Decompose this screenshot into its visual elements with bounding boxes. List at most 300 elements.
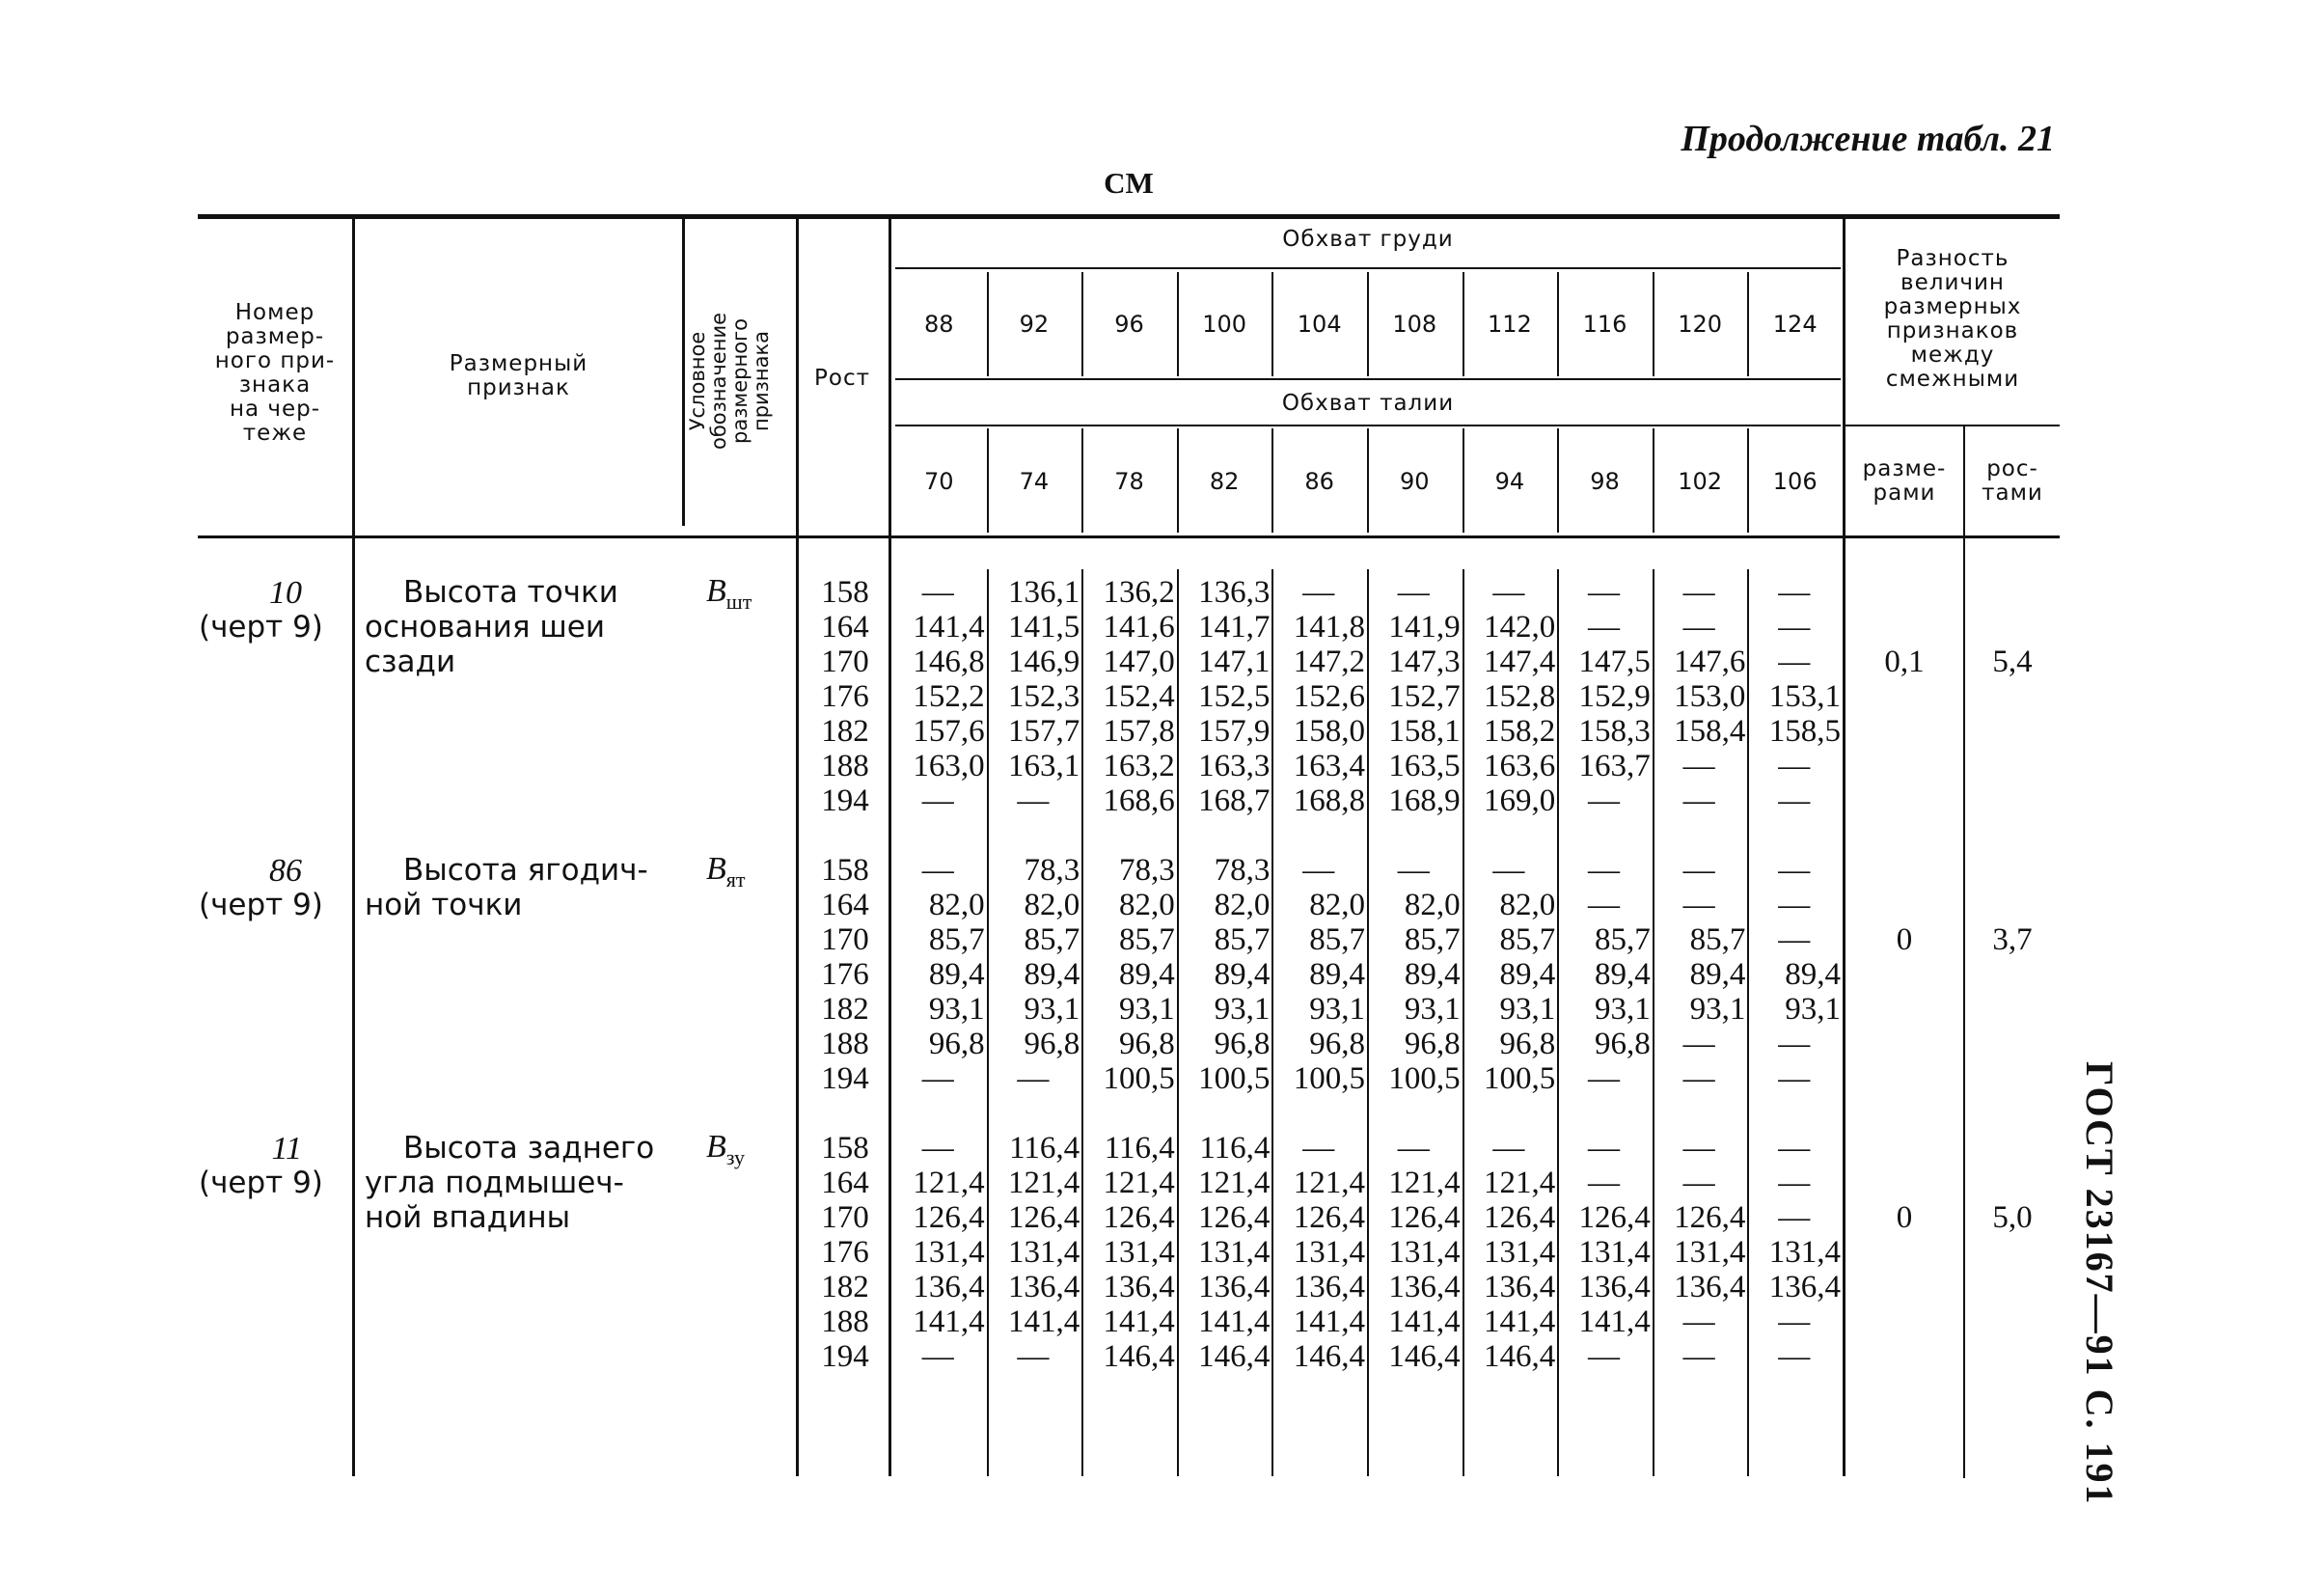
table-cell: 131,4 <box>913 1235 985 1270</box>
table-cell: 93,1 <box>1119 992 1175 1027</box>
table-cell: — <box>1682 853 1715 888</box>
row-feature-line: угла подмышеч- <box>365 1166 624 1200</box>
table-cell: 89,4 <box>1595 957 1651 992</box>
row-code <box>706 573 752 615</box>
row-diff-sizes: 0 <box>1896 922 1913 957</box>
header-diff-line: размерных <box>1883 294 2022 319</box>
table-cell: 146,4 <box>1103 1339 1175 1374</box>
row-number: 86 <box>269 853 302 889</box>
table-cell: 146,4 <box>1388 1339 1461 1374</box>
chest-value: 116 <box>1582 311 1627 338</box>
table-cell: 146,4 <box>1293 1339 1365 1374</box>
header-feature-line: Размерный <box>449 351 588 376</box>
table-cell: 136,4 <box>1768 1270 1841 1304</box>
header-growth: Рост <box>814 366 870 391</box>
row-feature-line: Высота точки <box>403 575 618 610</box>
row-code-main: В <box>706 1129 726 1165</box>
table-cell: 147,4 <box>1483 645 1556 679</box>
header-code <box>687 241 772 521</box>
table-cell: 89,4 <box>1404 957 1461 992</box>
header-diff-line: смежными <box>1885 367 2020 392</box>
table-cell: 126,4 <box>1578 1200 1651 1235</box>
header-diff-sizes-line: разме- <box>1862 456 1947 481</box>
table-cell: — <box>1587 610 1620 645</box>
table-cell: 158,4 <box>1674 714 1746 749</box>
table-cell: 96,8 <box>1404 1027 1461 1061</box>
table-cell: 163,2 <box>1103 749 1175 783</box>
table-cell: — <box>921 783 954 818</box>
table-cell: 126,4 <box>1007 1200 1080 1235</box>
row-feature-line: ной впадины <box>365 1200 571 1235</box>
table-cell: 147,2 <box>1293 645 1365 679</box>
row-growth: 194 <box>821 1061 869 1096</box>
table-cell: — <box>1587 1339 1620 1374</box>
table-cell: 136,4 <box>1483 1270 1556 1304</box>
table-cell: 85,7 <box>1024 922 1080 957</box>
table-cell: 121,4 <box>1007 1166 1080 1200</box>
table-cell: 163,6 <box>1483 749 1556 783</box>
table-cell: 136,4 <box>1103 1270 1175 1304</box>
row-growth: 158 <box>821 853 869 888</box>
table-cell: 158,1 <box>1388 714 1461 749</box>
table-cell: 163,0 <box>913 749 985 783</box>
table-cell: 126,4 <box>1293 1200 1365 1235</box>
row-diff-growths: 3,7 <box>1992 922 2033 957</box>
table-cell: 168,9 <box>1388 783 1461 818</box>
header-diff-line: между <box>1910 343 1995 368</box>
table-cell: 126,4 <box>1198 1200 1271 1235</box>
table-cell: 93,1 <box>1689 992 1746 1027</box>
table-cell: 100,5 <box>1388 1061 1461 1096</box>
table-cell: 121,4 <box>1388 1166 1461 1200</box>
table-cell: 100,5 <box>1103 1061 1175 1096</box>
waist-value: 98 <box>1590 468 1620 495</box>
header-code-line: Условное <box>686 331 709 431</box>
table-cell: 131,4 <box>1674 1235 1746 1270</box>
table-cell: 96,8 <box>1309 1027 1365 1061</box>
table-cell: 141,4 <box>1293 1304 1365 1339</box>
table-cell: — <box>1778 888 1811 922</box>
waist-value: 82 <box>1209 468 1240 495</box>
row-feature-line: Высота ягодич- <box>403 853 648 888</box>
table-cell: 131,4 <box>1483 1235 1556 1270</box>
table-cell: 116,4 <box>1104 1131 1175 1166</box>
table-cell: 146,9 <box>1007 645 1080 679</box>
table-cell: 152,6 <box>1293 679 1365 714</box>
table-cell: 141,4 <box>913 1304 985 1339</box>
table-cell: 141,9 <box>1388 610 1461 645</box>
waist-value: 106 <box>1772 468 1818 495</box>
header-diff-growths-line: тами <box>1982 480 2043 506</box>
table-cell: 168,8 <box>1293 783 1365 818</box>
table-cell: 141,4 <box>913 610 985 645</box>
table-cell: 131,4 <box>1293 1235 1365 1270</box>
table-cell: — <box>1302 1131 1335 1166</box>
table-cell: 93,1 <box>928 992 985 1027</box>
table-cell: 126,4 <box>1388 1200 1461 1235</box>
table-cell: 126,4 <box>1483 1200 1556 1235</box>
table-cell: — <box>1682 1131 1715 1166</box>
header-number-line: на чер- <box>229 397 321 422</box>
table-cell: 136,4 <box>1388 1270 1461 1304</box>
table-cell: 131,4 <box>1007 1235 1080 1270</box>
row-ref: (черт 9) <box>199 610 323 645</box>
waist-value: 74 <box>1019 468 1050 495</box>
table-cell: 157,7 <box>1007 714 1080 749</box>
table-cell: 168,6 <box>1103 783 1175 818</box>
table-cell: 85,7 <box>1689 922 1746 957</box>
table-cell: 78,3 <box>1119 853 1175 888</box>
header-diff <box>1846 247 2060 392</box>
table-cell: 158,0 <box>1293 714 1365 749</box>
header-code-line: признака <box>750 330 773 432</box>
table-cell: 85,7 <box>928 922 985 957</box>
vline-number <box>352 217 355 1476</box>
row-growth: 158 <box>821 575 869 610</box>
table-cell: — <box>1778 1131 1811 1166</box>
header-number-line: теже <box>242 421 308 446</box>
table-cell: 93,1 <box>1024 992 1080 1027</box>
header-code-line: размерного <box>728 318 752 444</box>
table-cell: — <box>1682 1061 1715 1096</box>
table-cell: 136,1 <box>1007 575 1080 610</box>
table-cell: — <box>1778 922 1811 957</box>
table-cell: 85,7 <box>1119 922 1175 957</box>
row-code-sub: ят <box>725 866 746 892</box>
table-cell: — <box>1587 1131 1620 1166</box>
row-growth: 176 <box>821 957 869 992</box>
table-cell: 147,0 <box>1103 645 1175 679</box>
table-cell: — <box>1682 783 1715 818</box>
row-code-main: В <box>706 851 726 887</box>
row-growth: 164 <box>821 610 869 645</box>
table-cell: 146,8 <box>913 645 985 679</box>
table-cell: — <box>1778 1339 1811 1374</box>
table-cell: — <box>1302 853 1335 888</box>
table-cell: — <box>1778 1200 1811 1235</box>
table-cell: — <box>1302 575 1335 610</box>
table-cell: 96,8 <box>1024 1027 1080 1061</box>
table-cell: 82,0 <box>1499 888 1556 922</box>
header-diff-sizes <box>1846 457 1963 506</box>
chest-value: 120 <box>1678 311 1722 338</box>
table-cell: 131,4 <box>1578 1235 1651 1270</box>
row-feature-line: Высота заднего <box>403 1131 655 1166</box>
table-cell: — <box>1492 1131 1525 1166</box>
table-cell: 85,7 <box>1214 922 1271 957</box>
chest-value: 108 <box>1392 311 1437 338</box>
waist-value: 94 <box>1494 468 1525 495</box>
table-cell: 136,4 <box>1578 1270 1651 1304</box>
row-code-main: В <box>706 573 726 609</box>
table-cell: — <box>1587 888 1620 922</box>
table-cell: — <box>921 1339 954 1374</box>
header-diff-growths <box>1965 457 2060 506</box>
header-feature-line: признак <box>467 375 570 400</box>
table-cell: 141,4 <box>1007 1304 1080 1339</box>
table-cell: 152,4 <box>1103 679 1175 714</box>
chest-value: 92 <box>1019 311 1050 338</box>
table-cell: 85,7 <box>1595 922 1651 957</box>
table-cell: — <box>1492 853 1525 888</box>
table-cell: 142,0 <box>1483 610 1556 645</box>
header-bottom-rule <box>198 535 2060 538</box>
table-cell: — <box>1778 610 1811 645</box>
header-number-line: знака <box>238 372 312 398</box>
table-cell: 153,1 <box>1768 679 1841 714</box>
table-cell: — <box>1778 1027 1811 1061</box>
table-cell: 163,3 <box>1198 749 1271 783</box>
table-cell: 147,1 <box>1198 645 1271 679</box>
table-cell: 89,4 <box>1689 957 1746 992</box>
table-cell: 78,3 <box>1214 853 1271 888</box>
row-code-sub: зу <box>725 1144 746 1169</box>
row-diff-growths: 5,0 <box>1992 1200 2033 1235</box>
table-cell: 116,4 <box>1199 1131 1271 1166</box>
table-cell: — <box>921 1061 954 1096</box>
table-cell: 121,4 <box>913 1166 985 1200</box>
table-cell: 96,8 <box>1119 1027 1175 1061</box>
table-cell: 96,8 <box>928 1027 985 1061</box>
table-cell: 96,8 <box>1214 1027 1271 1061</box>
table-cell: 141,4 <box>1578 1304 1651 1339</box>
row-code <box>706 851 746 892</box>
row-growth: 170 <box>821 1200 869 1235</box>
vline-feature <box>682 217 685 526</box>
table-cell: — <box>1778 1061 1811 1096</box>
table-cell: 157,8 <box>1103 714 1175 749</box>
header-diff-line: Разность <box>1896 246 2010 271</box>
row-growth: 182 <box>821 714 869 749</box>
waist-value: 90 <box>1400 468 1430 495</box>
table-cell: — <box>1397 575 1430 610</box>
table-cell: 146,4 <box>1198 1339 1271 1374</box>
diff-split-rule <box>1846 425 2060 426</box>
table-cell: 93,1 <box>1214 992 1271 1027</box>
waist-label-rule-bottom <box>895 425 1841 426</box>
table-cell: — <box>1017 783 1050 818</box>
table-cell: — <box>1587 783 1620 818</box>
table-cell: — <box>1682 1304 1715 1339</box>
table-cell: 82,0 <box>1024 888 1080 922</box>
table-cell: 85,7 <box>1499 922 1556 957</box>
table-cell: 93,1 <box>1785 992 1841 1027</box>
unit-label: СМ <box>1104 166 1154 200</box>
table-cell: 158,5 <box>1768 714 1841 749</box>
row-feature-line: ной точки <box>365 888 523 922</box>
row-ref: (черт 9) <box>199 1166 323 1200</box>
table-cell: 89,4 <box>928 957 985 992</box>
table-cell: 136,4 <box>1007 1270 1080 1304</box>
table-cell: — <box>1682 1339 1715 1374</box>
table-cell: 147,3 <box>1388 645 1461 679</box>
chest-value: 104 <box>1297 311 1342 338</box>
table-cell: — <box>1492 575 1525 610</box>
table-cell: — <box>1397 1131 1430 1166</box>
table-cell: 152,3 <box>1007 679 1080 714</box>
row-growth: 194 <box>821 783 869 818</box>
row-diff-growths: 5,4 <box>1992 645 2033 679</box>
vline-diff <box>1843 217 1846 1476</box>
table-cell: — <box>1397 853 1430 888</box>
table-cell: 131,4 <box>1768 1235 1841 1270</box>
table-cell: 141,4 <box>1103 1304 1175 1339</box>
table-cell: — <box>1778 853 1811 888</box>
table-cell: — <box>921 853 954 888</box>
table-cell: 141,7 <box>1198 610 1271 645</box>
row-feature-line: основания шеи <box>365 610 606 645</box>
table-cell: 100,5 <box>1198 1061 1271 1096</box>
header-diff-line: признаков <box>1886 318 2019 343</box>
table-cell: 141,4 <box>1483 1304 1556 1339</box>
table-cell: 131,4 <box>1198 1235 1271 1270</box>
table-cell: 89,4 <box>1214 957 1271 992</box>
table-cell: 126,4 <box>1103 1200 1175 1235</box>
table-cell: — <box>1778 645 1811 679</box>
table-cell: 141,6 <box>1103 610 1175 645</box>
table-cell: — <box>1778 749 1811 783</box>
header-waist: Обхват талии <box>1281 391 1455 416</box>
table-cell: — <box>1017 1339 1050 1374</box>
row-growth: 188 <box>821 1304 869 1339</box>
chest-value: 112 <box>1487 311 1532 338</box>
table-cell: 136,4 <box>1198 1270 1271 1304</box>
chest-value: 88 <box>924 311 954 338</box>
row-growth: 188 <box>821 749 869 783</box>
table-cell: 131,4 <box>1388 1235 1461 1270</box>
table-cell: 89,4 <box>1024 957 1080 992</box>
chest-value: 124 <box>1772 311 1818 338</box>
table-cell: 96,8 <box>1499 1027 1556 1061</box>
header-feature <box>357 352 680 400</box>
table-cell: 136,2 <box>1103 575 1175 610</box>
top-rule <box>198 214 2060 219</box>
header-number-line: размер- <box>225 324 325 349</box>
header-number <box>198 301 352 446</box>
table-cell: 141,8 <box>1293 610 1365 645</box>
row-growth: 182 <box>821 1270 869 1304</box>
table-cell: 157,6 <box>913 714 985 749</box>
table-caption: Продолжение табл. 21 <box>1681 119 2055 159</box>
header-chest: Обхват груди <box>1282 227 1454 252</box>
table-cell: 152,8 <box>1483 679 1556 714</box>
table-cell: 163,4 <box>1293 749 1365 783</box>
row-code <box>706 1129 745 1170</box>
header-number-line: ного при- <box>214 348 336 373</box>
table-cell: 85,7 <box>1404 922 1461 957</box>
table-cell: 168,7 <box>1198 783 1271 818</box>
table-cell: — <box>1682 1166 1715 1200</box>
table-cell: 121,4 <box>1293 1166 1365 1200</box>
chest-value: 96 <box>1114 311 1144 338</box>
row-growth: 158 <box>821 1131 869 1166</box>
table-cell: 163,5 <box>1388 749 1461 783</box>
row-number: 10 <box>269 575 302 611</box>
table-cell: 153,0 <box>1674 679 1746 714</box>
row-number: 11 <box>271 1131 302 1167</box>
table-cell: 136,3 <box>1198 575 1271 610</box>
table-cell: 152,7 <box>1388 679 1461 714</box>
header-diff-sizes-line: рами <box>1873 480 1936 506</box>
table-cell: 93,1 <box>1404 992 1461 1027</box>
header-number-line: Номер <box>234 300 315 325</box>
table-cell: 121,4 <box>1483 1166 1556 1200</box>
table-cell: 163,1 <box>1007 749 1080 783</box>
table-cell: — <box>1017 1061 1050 1096</box>
table-cell: 141,4 <box>1388 1304 1461 1339</box>
header-diff-line: величин <box>1900 270 2005 295</box>
table-cell: 136,4 <box>1674 1270 1746 1304</box>
table-cell: 78,3 <box>1024 853 1080 888</box>
table-cell: 152,5 <box>1198 679 1271 714</box>
table-cell: 126,4 <box>913 1200 985 1235</box>
table-cell: 157,9 <box>1198 714 1271 749</box>
table-cell: 126,4 <box>1674 1200 1746 1235</box>
table-cell: 116,4 <box>1009 1131 1080 1166</box>
table-cell: 158,2 <box>1483 714 1556 749</box>
table-cell: 141,5 <box>1007 610 1080 645</box>
table-cell: 141,4 <box>1198 1304 1271 1339</box>
waist-label-rule-top <box>895 378 1841 380</box>
table-cell: 93,1 <box>1595 992 1651 1027</box>
table-cell: 158,3 <box>1578 714 1651 749</box>
table-cell: 89,4 <box>1119 957 1175 992</box>
table-cell: — <box>1587 575 1620 610</box>
table-cell: 169,0 <box>1483 783 1556 818</box>
table-cell: — <box>1587 853 1620 888</box>
table-cell: 82,0 <box>1214 888 1271 922</box>
header-diff-growths-line: рос- <box>1986 456 2038 481</box>
table-cell: 163,7 <box>1578 749 1651 783</box>
vline-code <box>796 217 799 1476</box>
table-cell: — <box>1682 888 1715 922</box>
table-cell: — <box>1682 575 1715 610</box>
row-growth: 176 <box>821 679 869 714</box>
table-cell: 89,4 <box>1499 957 1556 992</box>
table-cell: — <box>1587 1061 1620 1096</box>
chest-label-rule <box>895 267 1841 269</box>
chest-value: 100 <box>1202 311 1246 338</box>
waist-value: 78 <box>1114 468 1144 495</box>
gost-side-label: ГОСТ 23167—91 С. 191 <box>2078 1061 2121 1506</box>
table-cell: — <box>1778 1304 1811 1339</box>
table-cell: — <box>1682 610 1715 645</box>
table-cell: 100,5 <box>1483 1061 1556 1096</box>
table-cell: 131,4 <box>1103 1235 1175 1270</box>
table-cell: — <box>1778 1166 1811 1200</box>
table-cell: — <box>1682 1027 1715 1061</box>
table-cell: 121,4 <box>1198 1166 1271 1200</box>
table-cell: 96,8 <box>1595 1027 1651 1061</box>
row-ref: (черт 9) <box>199 888 323 922</box>
table-cell: 100,5 <box>1293 1061 1365 1096</box>
row-diff-sizes: 0,1 <box>1884 645 1925 679</box>
table-cell: 136,4 <box>913 1270 985 1304</box>
table-cell: 147,5 <box>1578 645 1651 679</box>
waist-value: 86 <box>1304 468 1334 495</box>
table-cell: — <box>1778 575 1811 610</box>
waist-value: 70 <box>924 468 954 495</box>
row-feature-line: сзади <box>365 645 456 679</box>
row-growth: 182 <box>821 992 869 1027</box>
waist-value: 102 <box>1678 468 1722 495</box>
row-growth: 176 <box>821 1235 869 1270</box>
table-cell: — <box>921 575 954 610</box>
table-cell: 85,7 <box>1309 922 1365 957</box>
table-cell: 152,2 <box>913 679 985 714</box>
table-cell: 136,4 <box>1293 1270 1365 1304</box>
header-code-line: обозначение <box>707 312 730 451</box>
